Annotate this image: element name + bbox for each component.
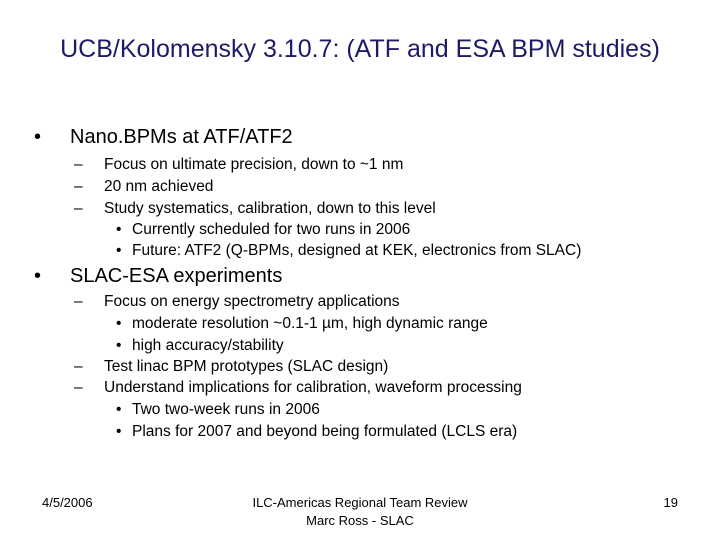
sub-list-item-text: Future: ATF2 (Q-BPMs, designed at KEK, electronics from SLAC) [132, 242, 582, 259]
bullet-icon: • [116, 242, 122, 259]
slide-title: UCB/Kolomensky 3.10.7: (ATF and ESA BPM studies) [60, 35, 660, 63]
dash-icon: – [74, 156, 83, 173]
section-heading: Nano.BPMs at ATF/ATF2 [70, 126, 293, 148]
sub-list-item-text: Plans for 2007 and beyond being formulated (LCLS era) [132, 423, 518, 440]
bullet-icon: • [34, 265, 42, 287]
footer-event-title: ILC-Americas Regional Team Review [252, 495, 468, 510]
footer-date: 4/5/2006 [42, 495, 93, 510]
sub-list-item-text: Currently scheduled for two runs in 2006 [132, 221, 411, 238]
dash-icon: – [74, 178, 83, 195]
list-item-text: Test linac BPM prototypes (SLAC design) [104, 358, 389, 375]
footer-author: Marc Ross - SLAC [306, 513, 414, 528]
list-item-text: Study systematics, calibration, down to this level [104, 200, 436, 217]
sub-list-item-text: Two two-week runs in 2006 [132, 401, 320, 418]
dash-icon: – [74, 379, 83, 396]
dash-icon: – [74, 358, 83, 375]
bullet-icon: • [116, 401, 122, 418]
page-number: 19 [663, 495, 678, 510]
list-item-text: 20 nm achieved [104, 178, 214, 195]
sub-list-item-text: high accuracy/stability [132, 337, 284, 354]
bullet-icon: • [116, 221, 122, 238]
dash-icon: – [74, 200, 83, 217]
footer-center [210, 494, 510, 530]
dash-icon: – [74, 293, 83, 310]
list-item-text: Focus on ultimate precision, down to ~1 nm [104, 156, 404, 173]
list-item-text: Understand implications for calibration, waveform processing [104, 379, 522, 396]
sub-list-item-text: moderate resolution ~0.1-1 µm, high dynamic range [132, 315, 488, 332]
bullet-icon: • [116, 337, 122, 354]
list-item-text: Focus on energy spectrometry applications [104, 293, 400, 310]
bullet-icon: • [34, 126, 42, 148]
bullet-icon: • [116, 315, 122, 332]
bullet-icon: • [116, 423, 122, 440]
section-heading: SLAC-ESA experiments [70, 265, 283, 287]
